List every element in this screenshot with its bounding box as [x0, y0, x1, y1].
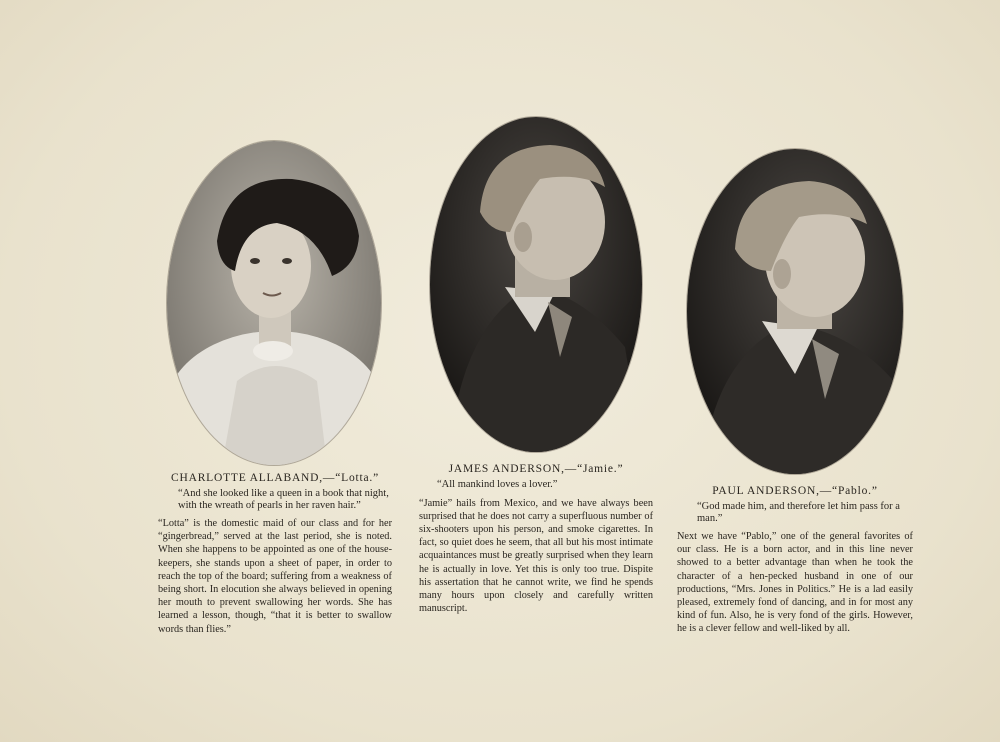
student-quote: “God made him, and therefore let him pass for a man.” [697, 501, 900, 524]
student-name: CHARLOTTE ALLABAND,—“Lotta.” [171, 472, 379, 484]
student-quote: “All mankind loves a lover.” [437, 479, 558, 490]
student-quote: “And she looked like a queen in a book that night, with the wreath of pearls in her raven hair.” [178, 488, 389, 511]
student-bio: “Jamie” hails from Mexico, and we have always been surprised that he does not carry a superfluous number of six-shooters upon his person, and smoke cigarettes. In fact, so quiet does he seem, that all but his most intimate acquaintances must be greatly surprised when they learn he is actually in love. Yet this is only too true. Dispite his assertation that he cannot write, we find he spends many hours upon closely and carefully written manuscript. [419, 497, 653, 615]
portrait-paul [687, 149, 903, 474]
student-bio: Next we have “Pablo,” one of the general favorites of our class. He is a born actor, and in this line never showed to a better advantage than when he took the character of a hen-pecked husband in one of our productions, “Mrs. Jones in Politics.” He is a lad easily pleased, extremely fond of dancing, and in for most any kind of fun. Also, he is very fond of the girls. However, he is a clever fellow and well-liked by all. [677, 531, 913, 635]
portrait-james [430, 117, 642, 452]
entry-paul [677, 485, 913, 636]
entry-charlotte [158, 472, 392, 636]
student-name: PAUL ANDERSON,—“Pablo.” [712, 485, 878, 497]
student-bio: “Lotta” is the domestic maid of our class and for her “gingerbread,” served at the last period, she is noted. When she happens to be appointed as one of the house-keepers, she stands upon a sheet of paper, in order to reach the top of the board; suffering from a weakness of being short. In elocution she always believed in opening her mouth to prevent swallowing her words. She has learned a lesson, though, “that it is better to swallow words than flies.” [158, 518, 392, 635]
entry-james [419, 463, 653, 615]
portrait-charlotte [167, 141, 381, 465]
student-name: JAMES ANDERSON,—“Jamie.” [448, 463, 624, 475]
